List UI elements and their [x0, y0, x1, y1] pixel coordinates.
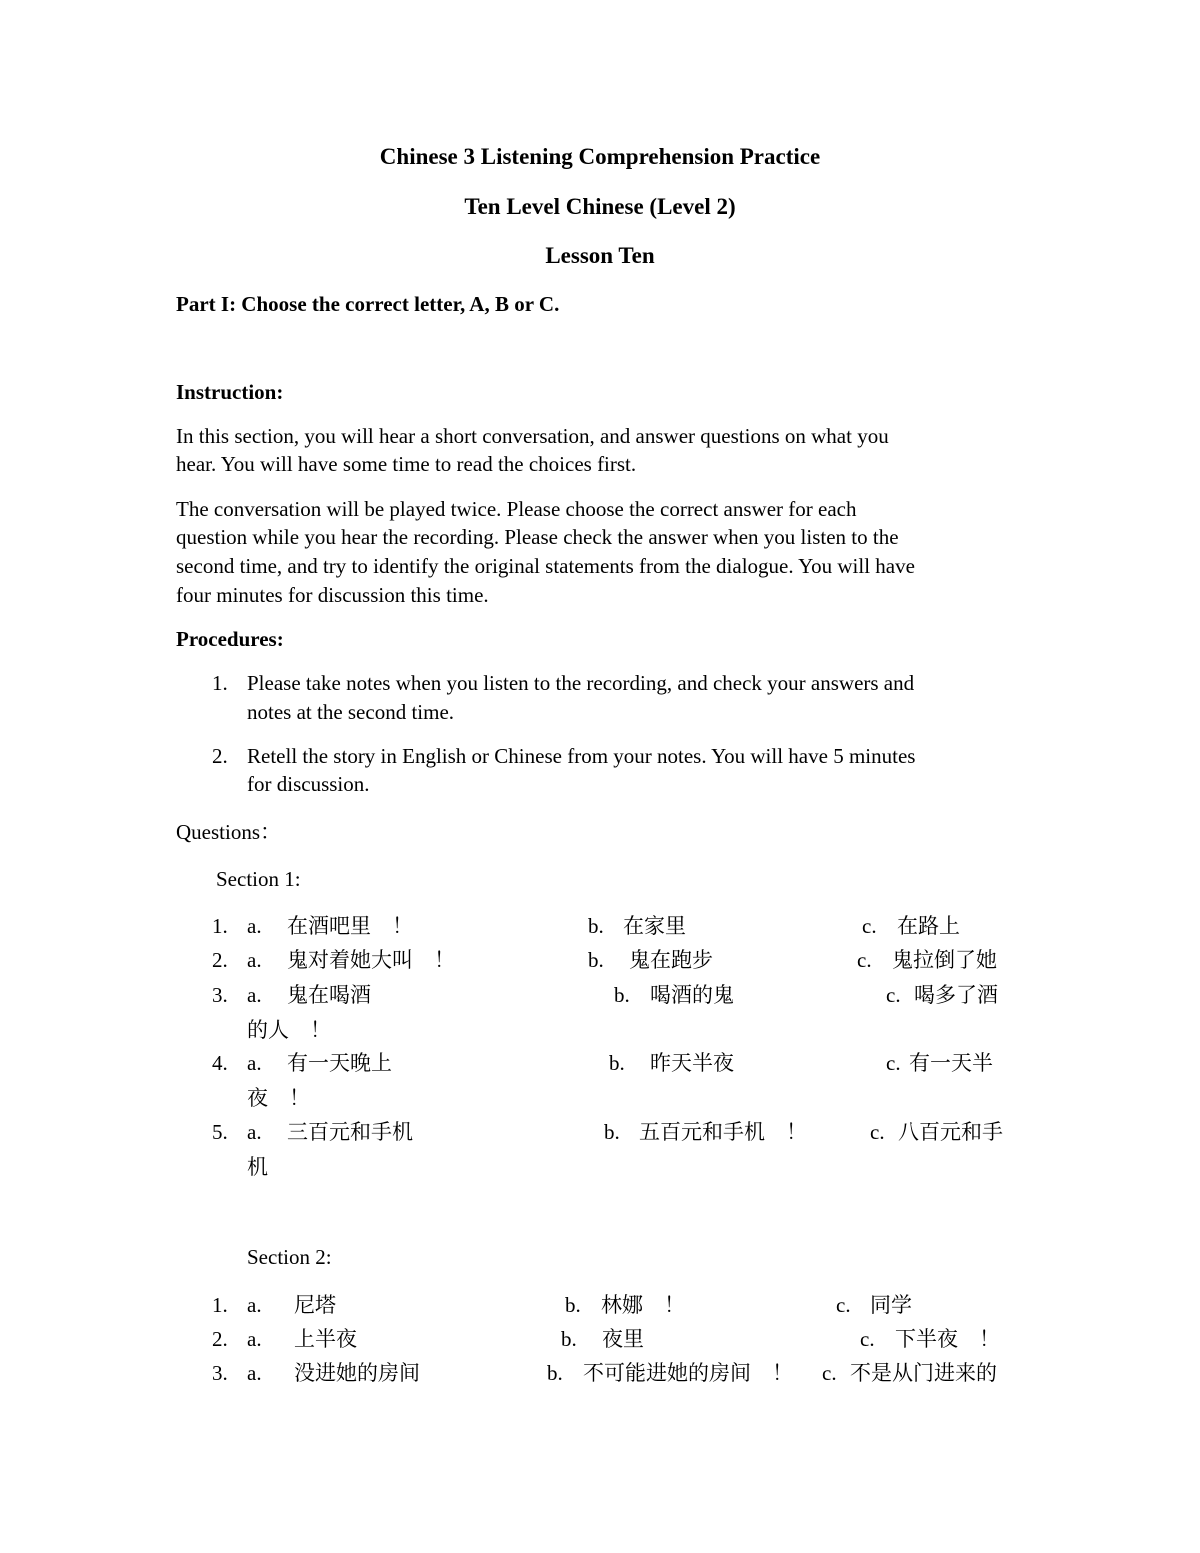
option-b-letter: b.: [561, 1327, 577, 1351]
option-c-letter: c.: [857, 948, 872, 972]
option-b-letter: b.: [588, 914, 604, 938]
option-c-text: 八百元和手: [898, 1120, 1003, 1144]
option-b-text: 鬼在跑步: [629, 948, 713, 972]
option-c-text-continued: 夜 ！: [247, 1086, 310, 1110]
option-a-letter: a.: [247, 948, 262, 972]
option-b-text: 喝酒的鬼: [650, 983, 734, 1007]
procedure-text: Retell the story in English or Chinese from your notes. You will have 5 minutes: [247, 744, 916, 768]
option-a-letter: a.: [247, 914, 262, 938]
option-a-letter: a.: [247, 1120, 262, 1144]
document-title: Chinese 3 Listening Comprehension Practice: [379, 144, 821, 169]
option-b-letter: b.: [588, 948, 604, 972]
option-b-text: 昨天半夜: [650, 1051, 734, 1075]
option-a-text: 三百元和手机: [287, 1120, 413, 1144]
option-c-text: 不是从门进来的: [850, 1361, 997, 1385]
option-c-letter: c.: [860, 1327, 875, 1351]
option-a-text: 尼塔: [294, 1293, 336, 1317]
option-a-letter: a.: [247, 1327, 262, 1351]
questions-heading: Questions：: [176, 820, 281, 844]
procedure-text: Please take notes when you listen to the recording, and check your answers and: [247, 671, 915, 695]
option-c-text-continued: 的人 ！: [247, 1018, 331, 1042]
instruction-heading: Instruction:: [176, 380, 284, 404]
instruction-paragraph-1-line-1: In this section, you will hear a short conversation, and answer questions on what you: [176, 424, 889, 448]
option-a-text: 鬼对着她大叫 ！: [287, 948, 455, 972]
option-c-text: 同学: [870, 1293, 912, 1317]
option-c-letter: c.: [822, 1361, 837, 1385]
instruction-paragraph-2-line-4: four minutes for discussion this time.: [176, 583, 489, 607]
option-b-letter: b.: [604, 1120, 620, 1144]
instruction-paragraph-2-line-3: second time, and try to identify the original statements from the dialogue. You will have: [176, 554, 915, 578]
option-c-text: 喝多了酒: [914, 983, 998, 1007]
option-c-text: 有一天半: [909, 1051, 993, 1075]
procedure-number: 2.: [212, 744, 228, 768]
option-a-text: 在酒吧里 ！: [287, 914, 413, 938]
question-number: 1.: [212, 1293, 228, 1317]
document-subtitle: Ten Level Chinese (Level 2): [464, 194, 736, 219]
instruction-paragraph-1-line-2: hear. You will have some time to read the choices first.: [176, 452, 637, 476]
option-b-letter: b.: [547, 1361, 563, 1385]
option-c-text-continued: 机: [247, 1155, 268, 1179]
procedure-number: 1.: [212, 671, 228, 695]
option-b-text: 不可能进她的房间 ！: [583, 1361, 793, 1385]
option-c-letter: c.: [870, 1120, 885, 1144]
option-a-text: 有一天晚上: [287, 1051, 392, 1075]
question-number: 2.: [212, 1327, 228, 1351]
option-b-text: 五百元和手机 ！: [639, 1120, 807, 1144]
question-number: 3.: [212, 1361, 228, 1385]
option-b-text: 林娜 ！: [601, 1293, 685, 1317]
option-a-letter: a.: [247, 1361, 262, 1385]
section-2-label: Section 2:: [247, 1245, 332, 1269]
option-a-text: 没进她的房间: [294, 1361, 420, 1385]
instruction-paragraph-2-line-2: question while you hear the recording. Please check the answer when you listen to the: [176, 525, 899, 549]
procedures-heading: Procedures:: [176, 627, 284, 651]
question-number: 3.: [212, 983, 228, 1007]
question-number: 5.: [212, 1120, 228, 1144]
option-c-text: 鬼拉倒了她: [892, 948, 997, 972]
section-1-label: Section 1:: [216, 867, 301, 891]
option-b-text: 在家里: [623, 914, 686, 938]
option-a-letter: a.: [247, 1293, 262, 1317]
option-b-letter: b.: [614, 983, 630, 1007]
option-c-letter: c.: [886, 983, 901, 1007]
instruction-paragraph-2-line-1: The conversation will be played twice. Please choose the correct answer for each: [176, 497, 857, 521]
option-b-letter: b.: [609, 1051, 625, 1075]
procedure-text-continued: for discussion.: [247, 772, 370, 796]
lesson-title: Lesson Ten: [545, 243, 655, 268]
option-c-letter: c.: [836, 1293, 851, 1317]
question-number: 2.: [212, 948, 228, 972]
part-heading: Part I: Choose the correct letter, A, B or C.: [176, 292, 560, 316]
option-a-letter: a.: [247, 1051, 262, 1075]
question-number: 4.: [212, 1051, 228, 1075]
option-c-text: 在路上: [897, 914, 960, 938]
option-c-letter: c.: [862, 914, 877, 938]
option-b-text: 夜里: [602, 1327, 644, 1351]
option-a-text: 上半夜: [294, 1327, 357, 1351]
option-a-text: 鬼在喝酒: [287, 983, 371, 1007]
option-c-letter: c.: [886, 1051, 901, 1075]
procedure-text-continued: notes at the second time.: [247, 700, 455, 724]
question-number: 1.: [212, 914, 228, 938]
option-b-letter: b.: [565, 1293, 581, 1317]
option-c-text: 下半夜 ！: [895, 1327, 1000, 1351]
option-a-letter: a.: [247, 983, 262, 1007]
